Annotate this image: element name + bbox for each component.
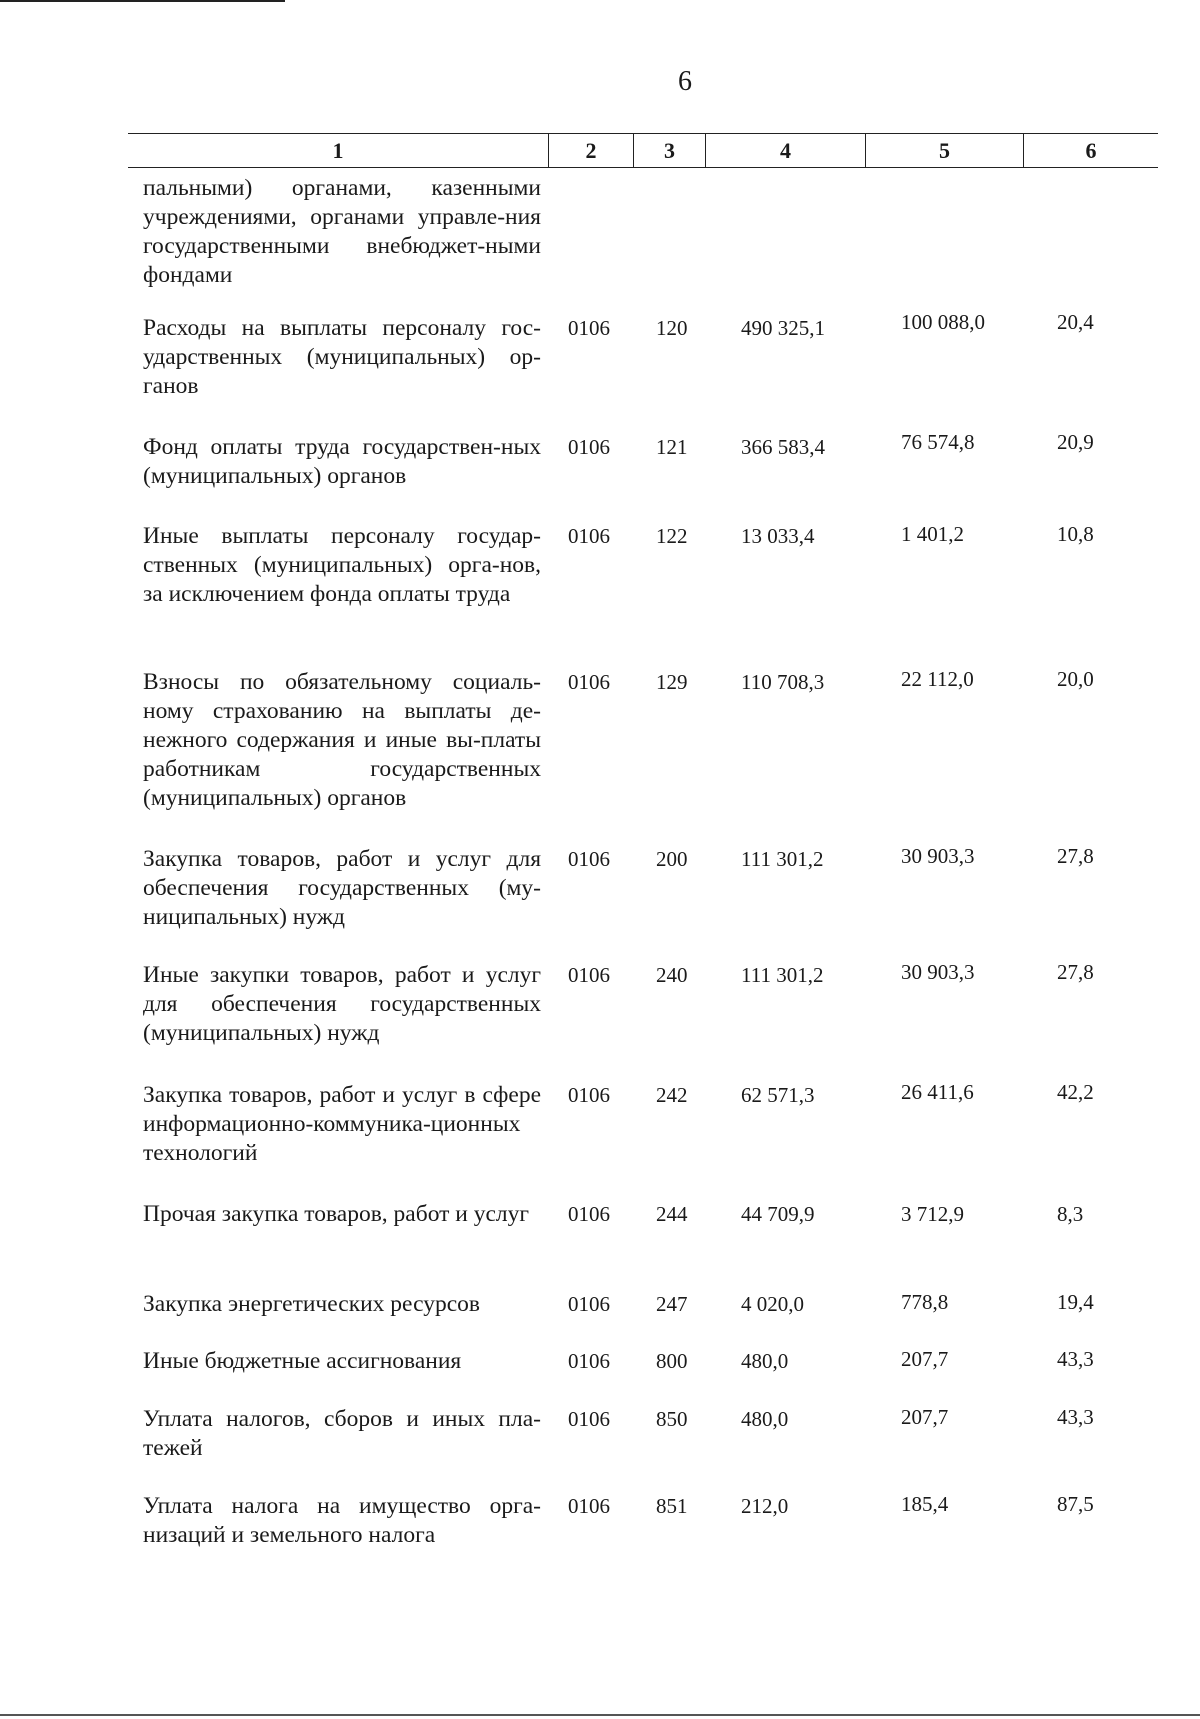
row-section: 0106 xyxy=(568,963,610,987)
row-code: 121 xyxy=(656,435,688,459)
row-name: Иные закупки товаров, работ и услуг для обеспечения государственных (муниципальных) нужд xyxy=(143,962,541,1046)
row-col6: 27,8 xyxy=(1057,960,1094,984)
row-code: 122 xyxy=(656,524,688,548)
row-col5: 3 712,9 xyxy=(901,1202,964,1226)
header-col-4: 4 xyxy=(706,134,866,167)
row-col6: 43,3 xyxy=(1057,1405,1094,1429)
row-name: Уплата налога на имущество орга-низаций и земельного налога xyxy=(143,1493,541,1548)
row-section: 0106 xyxy=(568,1349,610,1373)
row-col6: 42,2 xyxy=(1057,1080,1094,1104)
page-number: 6 xyxy=(678,66,692,97)
row-col5: 76 574,8 xyxy=(901,430,975,454)
row-code: 129 xyxy=(656,670,688,694)
header-col-1: 1 xyxy=(128,134,549,167)
row-col5: 207,7 xyxy=(901,1405,949,1429)
row-col4: 111 301,2 xyxy=(741,847,824,871)
row-col6: 43,3 xyxy=(1057,1347,1094,1371)
row-section: 0106 xyxy=(568,847,610,871)
row-col6: 20,9 xyxy=(1057,430,1094,454)
row-col4: 4 020,0 xyxy=(741,1292,804,1316)
header-col-6: 6 xyxy=(1085,138,1097,163)
row-code: 851 xyxy=(656,1494,688,1518)
row-name: Закупка товаров, работ и услуг для обеспечения государственных (му-ниципальных) нужд xyxy=(143,846,541,930)
row-col4: 366 583,4 xyxy=(741,435,825,459)
row-section: 0106 xyxy=(568,524,610,548)
row-col5: 26 411,6 xyxy=(901,1080,974,1104)
header-col-3: 3 xyxy=(634,134,706,167)
header-col-2: 2 xyxy=(549,134,634,167)
row-name: Прочая закупка товаров, работ и услуг xyxy=(143,1201,530,1227)
row-name: Иные выплаты персоналу государ-ственных (муниципальных) орга-нов, за исключением фонда оплаты труда xyxy=(143,523,541,607)
row-col4: 44 709,9 xyxy=(741,1202,815,1226)
header-col-5: 5 xyxy=(866,134,1024,167)
row-col6: 19,4 xyxy=(1057,1290,1094,1314)
row-section: 0106 xyxy=(568,1494,610,1518)
row-col5: 22 112,0 xyxy=(901,667,974,691)
row-name: Фонд оплаты труда государствен-ных (муниципальных) органов xyxy=(143,434,541,489)
row-col6: 10,8 xyxy=(1057,522,1094,546)
row-col4: 111 301,2 xyxy=(741,963,824,987)
row-name: Иные бюджетные ассигнования xyxy=(143,1348,462,1374)
row-col6: 87,5 xyxy=(1057,1492,1094,1516)
row-col5: 185,4 xyxy=(901,1492,949,1516)
row-col4: 62 571,3 xyxy=(741,1083,815,1107)
row-col5: 100 088,0 xyxy=(901,310,985,334)
bottom-edge-rule xyxy=(0,1714,1200,1716)
row-col5: 1 401,2 xyxy=(901,522,964,546)
row-col6: 20,4 xyxy=(1057,310,1094,334)
row-code: 850 xyxy=(656,1407,688,1431)
top-edge-rule xyxy=(0,0,285,2)
row-col6: 8,3 xyxy=(1057,1202,1084,1226)
row-section: 0106 xyxy=(568,1083,610,1107)
row-col5: 30 903,3 xyxy=(901,844,975,868)
row-col6: 20,0 xyxy=(1057,667,1094,691)
row-code: 242 xyxy=(656,1083,688,1107)
row-name: Взносы по обязательному социаль-ному страхованию на выплаты де-нежного содержания и иные вы-платы работникам государственных (муниципальных) органов xyxy=(143,669,541,811)
row-section: 0106 xyxy=(568,670,610,694)
row-col5: 30 903,3 xyxy=(901,960,975,984)
row-name: Закупка энергетических ресурсов xyxy=(143,1291,480,1317)
row-section: 0106 xyxy=(568,316,610,340)
row-section: 0106 xyxy=(568,1407,610,1431)
row-col4: 110 708,3 xyxy=(741,670,825,694)
row-name: Расходы на выплаты персоналу гос-ударственных (муниципальных) ор-ганов xyxy=(143,315,541,399)
row-col4: 13 033,4 xyxy=(741,524,815,548)
row-col4: 480,0 xyxy=(741,1407,789,1431)
row-col5: 778,8 xyxy=(901,1290,949,1314)
continuation-text: пальными) органами, казенными учреждениями, органами управле-ния государственными внебюджет-ными фондами xyxy=(143,175,541,288)
row-name: Уплата налогов, сборов и иных пла-тежей xyxy=(143,1406,541,1461)
row-code: 200 xyxy=(656,847,688,871)
row-col4: 490 325,1 xyxy=(741,316,825,340)
row-name: Закупка товаров, работ и услуг в сфере информационно-коммуника-ционных технологий xyxy=(143,1082,541,1166)
row-section: 0106 xyxy=(568,1292,610,1316)
row-col4: 480,0 xyxy=(741,1349,789,1373)
row-col5: 207,7 xyxy=(901,1347,949,1371)
row-col4: 212,0 xyxy=(741,1494,789,1518)
row-code: 800 xyxy=(656,1349,688,1373)
table-header xyxy=(128,133,1158,168)
row-code: 244 xyxy=(656,1202,688,1226)
row-section: 0106 xyxy=(568,435,610,459)
row-code: 247 xyxy=(656,1292,688,1316)
row-section: 0106 xyxy=(568,1202,610,1226)
row-col6: 27,8 xyxy=(1057,844,1094,868)
row-code: 120 xyxy=(656,316,688,340)
row-code: 240 xyxy=(656,963,688,987)
